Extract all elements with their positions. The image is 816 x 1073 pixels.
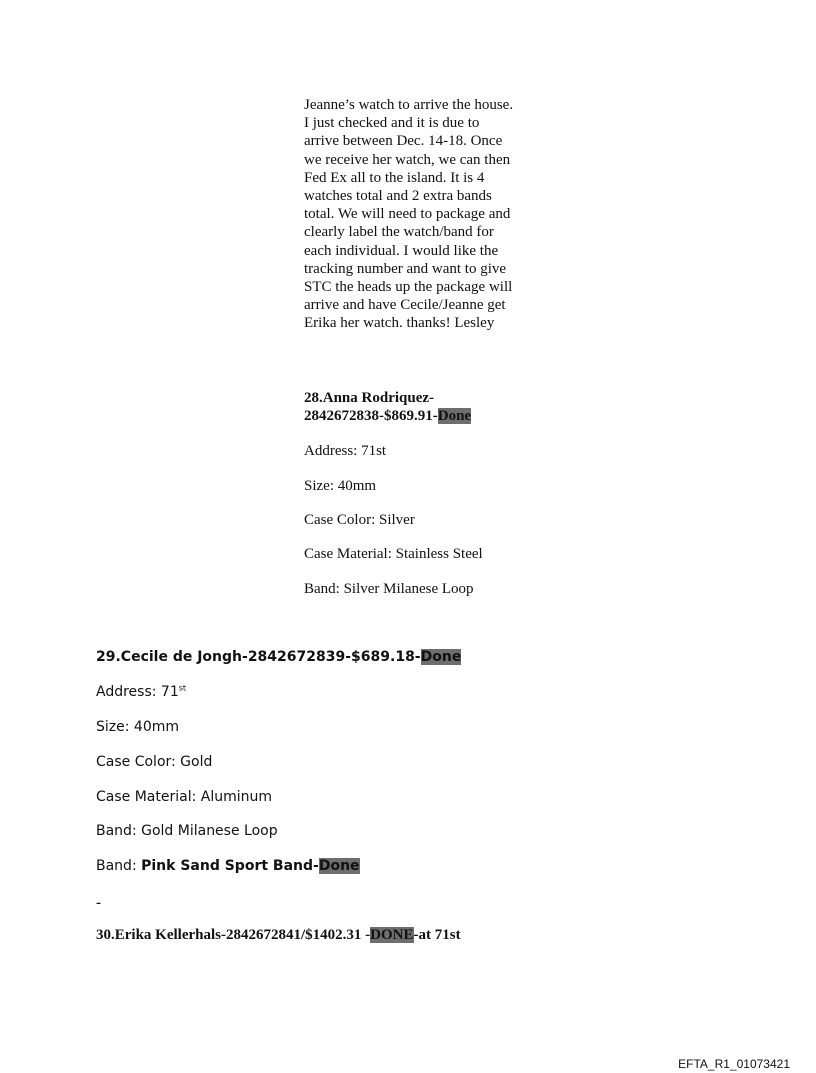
entry-29-extra-band-label: Band: <box>96 858 142 874</box>
entry-29-case-color: Case Color: Gold <box>96 754 213 770</box>
entry-28-status-badge: Done <box>437 408 472 424</box>
entry-30-title: 30.Erika Kellerhals-2842672841/$1402.31 - <box>96 927 371 943</box>
separator-dash: - <box>96 895 101 911</box>
entry-29-address <box>96 683 186 701</box>
document-id-footer: EFTA_R1_01073421 <box>678 1057 790 1071</box>
entry-28-address: Address: 71st <box>304 443 387 459</box>
email-note-text: Jeanne’s watch to arrive the house. I just checked and it is due to arrive between Dec. 14-18. Once we receive her watch, we can then Fed Ex all to the island. It is 4 watches total and 2 extra bands total. We will need to package and clearly label the watch/band for each individual. I would like the tracking number and want to give STC the heads up the package will arrive and have Cecile/Jeanne get Erika her watch. thanks! Lesley <box>304 97 514 332</box>
entry-29-size: Size: 40mm <box>96 719 179 735</box>
entry-29-heading <box>96 648 461 666</box>
entry-28-case-material: Case Material: Stainless Steel <box>304 546 483 562</box>
entry-28-case-color: Case Color: Silver <box>304 512 415 528</box>
entry-29-address-sup: st <box>178 683 187 693</box>
entry-30-status-badge: DONE <box>370 927 414 943</box>
entry-29-title: 29.Cecile de Jongh-2842672839-$689.18- <box>96 649 421 665</box>
entry-28-band: Band: Silver Milanese Loop <box>304 581 474 597</box>
entry-29-extra-band <box>96 857 360 875</box>
entry-30-heading <box>96 926 461 944</box>
entry-29-extra-band-value: Pink Sand Sport Band- <box>141 858 319 874</box>
entry-29-band: Band: Gold Milanese Loop <box>96 823 278 839</box>
entry-29-case-material: Case Material: Aluminum <box>96 789 273 805</box>
entry-28-size: Size: 40mm <box>304 478 377 494</box>
entry-29-address-label: Address: 71 <box>96 684 179 700</box>
entry-28-heading <box>304 389 534 425</box>
entry-30-suffix: -at 71st <box>413 927 461 943</box>
entry-29-extra-band-status-badge: Done <box>318 858 360 874</box>
entry-28-title: 28.Anna Rodriquez-2842672838-$869.91- <box>304 390 438 424</box>
entry-29-status-badge: Done <box>420 649 462 665</box>
